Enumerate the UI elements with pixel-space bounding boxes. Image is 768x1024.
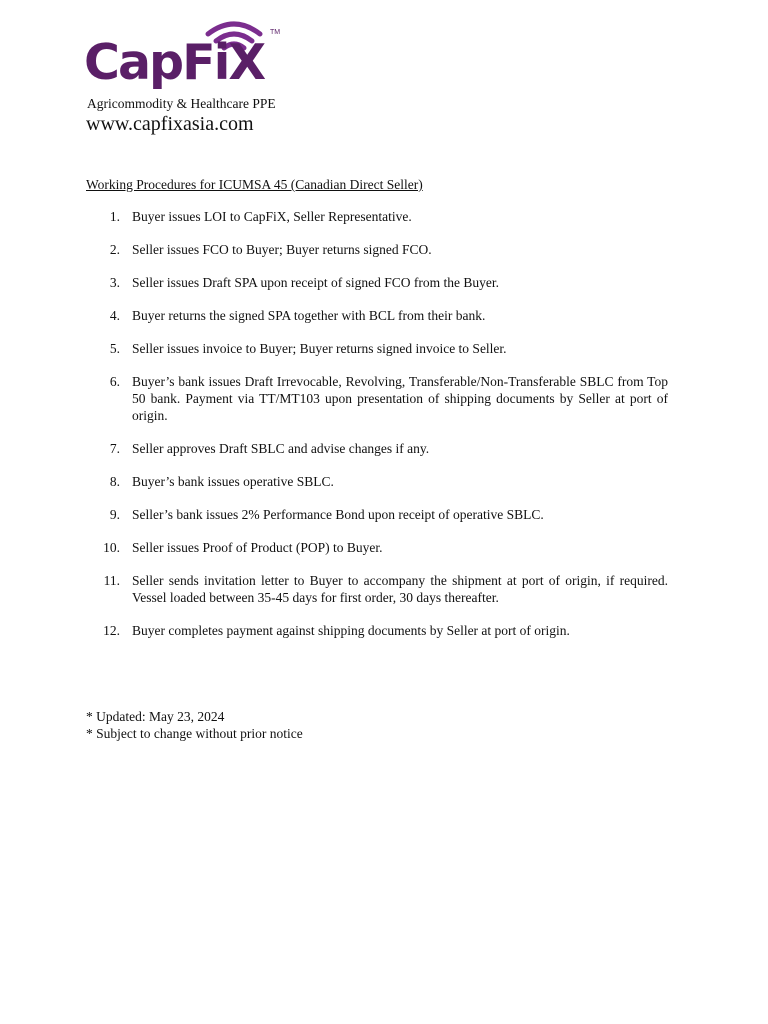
company-tagline: Agricommodity & Healthcare PPE xyxy=(87,96,276,111)
step-text: Seller sends invitation letter to Buyer to accompany the shipment at port of origin, if required. Vessel loaded between 35-45 days for first order, 30 days thereafter. xyxy=(132,573,668,605)
step-text: Seller approves Draft SBLC and advise changes if any. xyxy=(132,441,430,456)
procedure-step xyxy=(0,539,768,556)
company-logo xyxy=(84,20,294,100)
procedure-step xyxy=(0,473,768,490)
step-number: 4. xyxy=(109,308,120,323)
procedure-step xyxy=(0,373,768,424)
step-number: 1. xyxy=(109,209,120,224)
step-number: 8. xyxy=(109,474,120,489)
document-title: Working Procedures for ICUMSA 45 (Canadian Direct Seller) xyxy=(86,177,423,192)
procedure-step xyxy=(0,440,768,457)
step-text: Seller’s bank issues 2% Performance Bond upon receipt of operative SBLC. xyxy=(132,507,544,522)
step-text: Seller issues invoice to Buyer; Buyer returns signed invoice to Seller. xyxy=(132,341,507,356)
step-number: 10. xyxy=(103,540,120,555)
step-text: Seller issues FCO to Buyer; Buyer returns signed FCO. xyxy=(132,242,432,257)
step-text: Buyer’s bank issues Draft Irrevocable, Revolving, Transferable/Non-Transferable SBLC from Top 50 bank. Payment via TT/MT103 upon presentation of shipping documents by Seller at port of origin. xyxy=(132,374,668,423)
disclaimer-note: * Subject to change without prior notice xyxy=(86,726,303,741)
procedure-list xyxy=(0,208,768,655)
step-number: 2. xyxy=(109,242,120,257)
step-number: 9. xyxy=(109,507,120,522)
procedure-step xyxy=(0,307,768,324)
procedure-step xyxy=(0,274,768,291)
procedure-step xyxy=(0,506,768,523)
step-number: 12. xyxy=(103,623,120,638)
step-text: Seller issues Draft SPA upon receipt of signed FCO from the Buyer. xyxy=(132,275,499,290)
trademark-symbol: TM xyxy=(270,29,281,36)
step-text: Buyer returns the signed SPA together with BCL from their bank. xyxy=(132,308,486,323)
footnotes xyxy=(86,708,303,742)
step-text: Buyer completes payment against shipping documents by Seller at port of origin. xyxy=(132,623,570,638)
step-number: 5. xyxy=(109,341,120,356)
update-note: * Updated: May 23, 2024 xyxy=(86,709,225,724)
step-text: Buyer issues LOI to CapFiX, Seller Representative. xyxy=(132,209,412,224)
logo-wordmark: CapFiX xyxy=(84,34,265,91)
procedure-step xyxy=(0,241,768,258)
step-number: 7. xyxy=(109,441,120,456)
step-text: Seller issues Proof of Product (POP) to Buyer. xyxy=(132,540,383,555)
website-url: www.capfixasia.com xyxy=(86,113,254,135)
step-text: Buyer’s bank issues operative SBLC. xyxy=(132,474,334,489)
procedure-step xyxy=(0,340,768,357)
procedure-step xyxy=(0,572,768,606)
step-number: 11. xyxy=(103,573,120,588)
step-number: 3. xyxy=(109,275,120,290)
procedure-step xyxy=(0,208,768,225)
procedure-step xyxy=(0,622,768,639)
step-number: 6. xyxy=(109,374,120,389)
